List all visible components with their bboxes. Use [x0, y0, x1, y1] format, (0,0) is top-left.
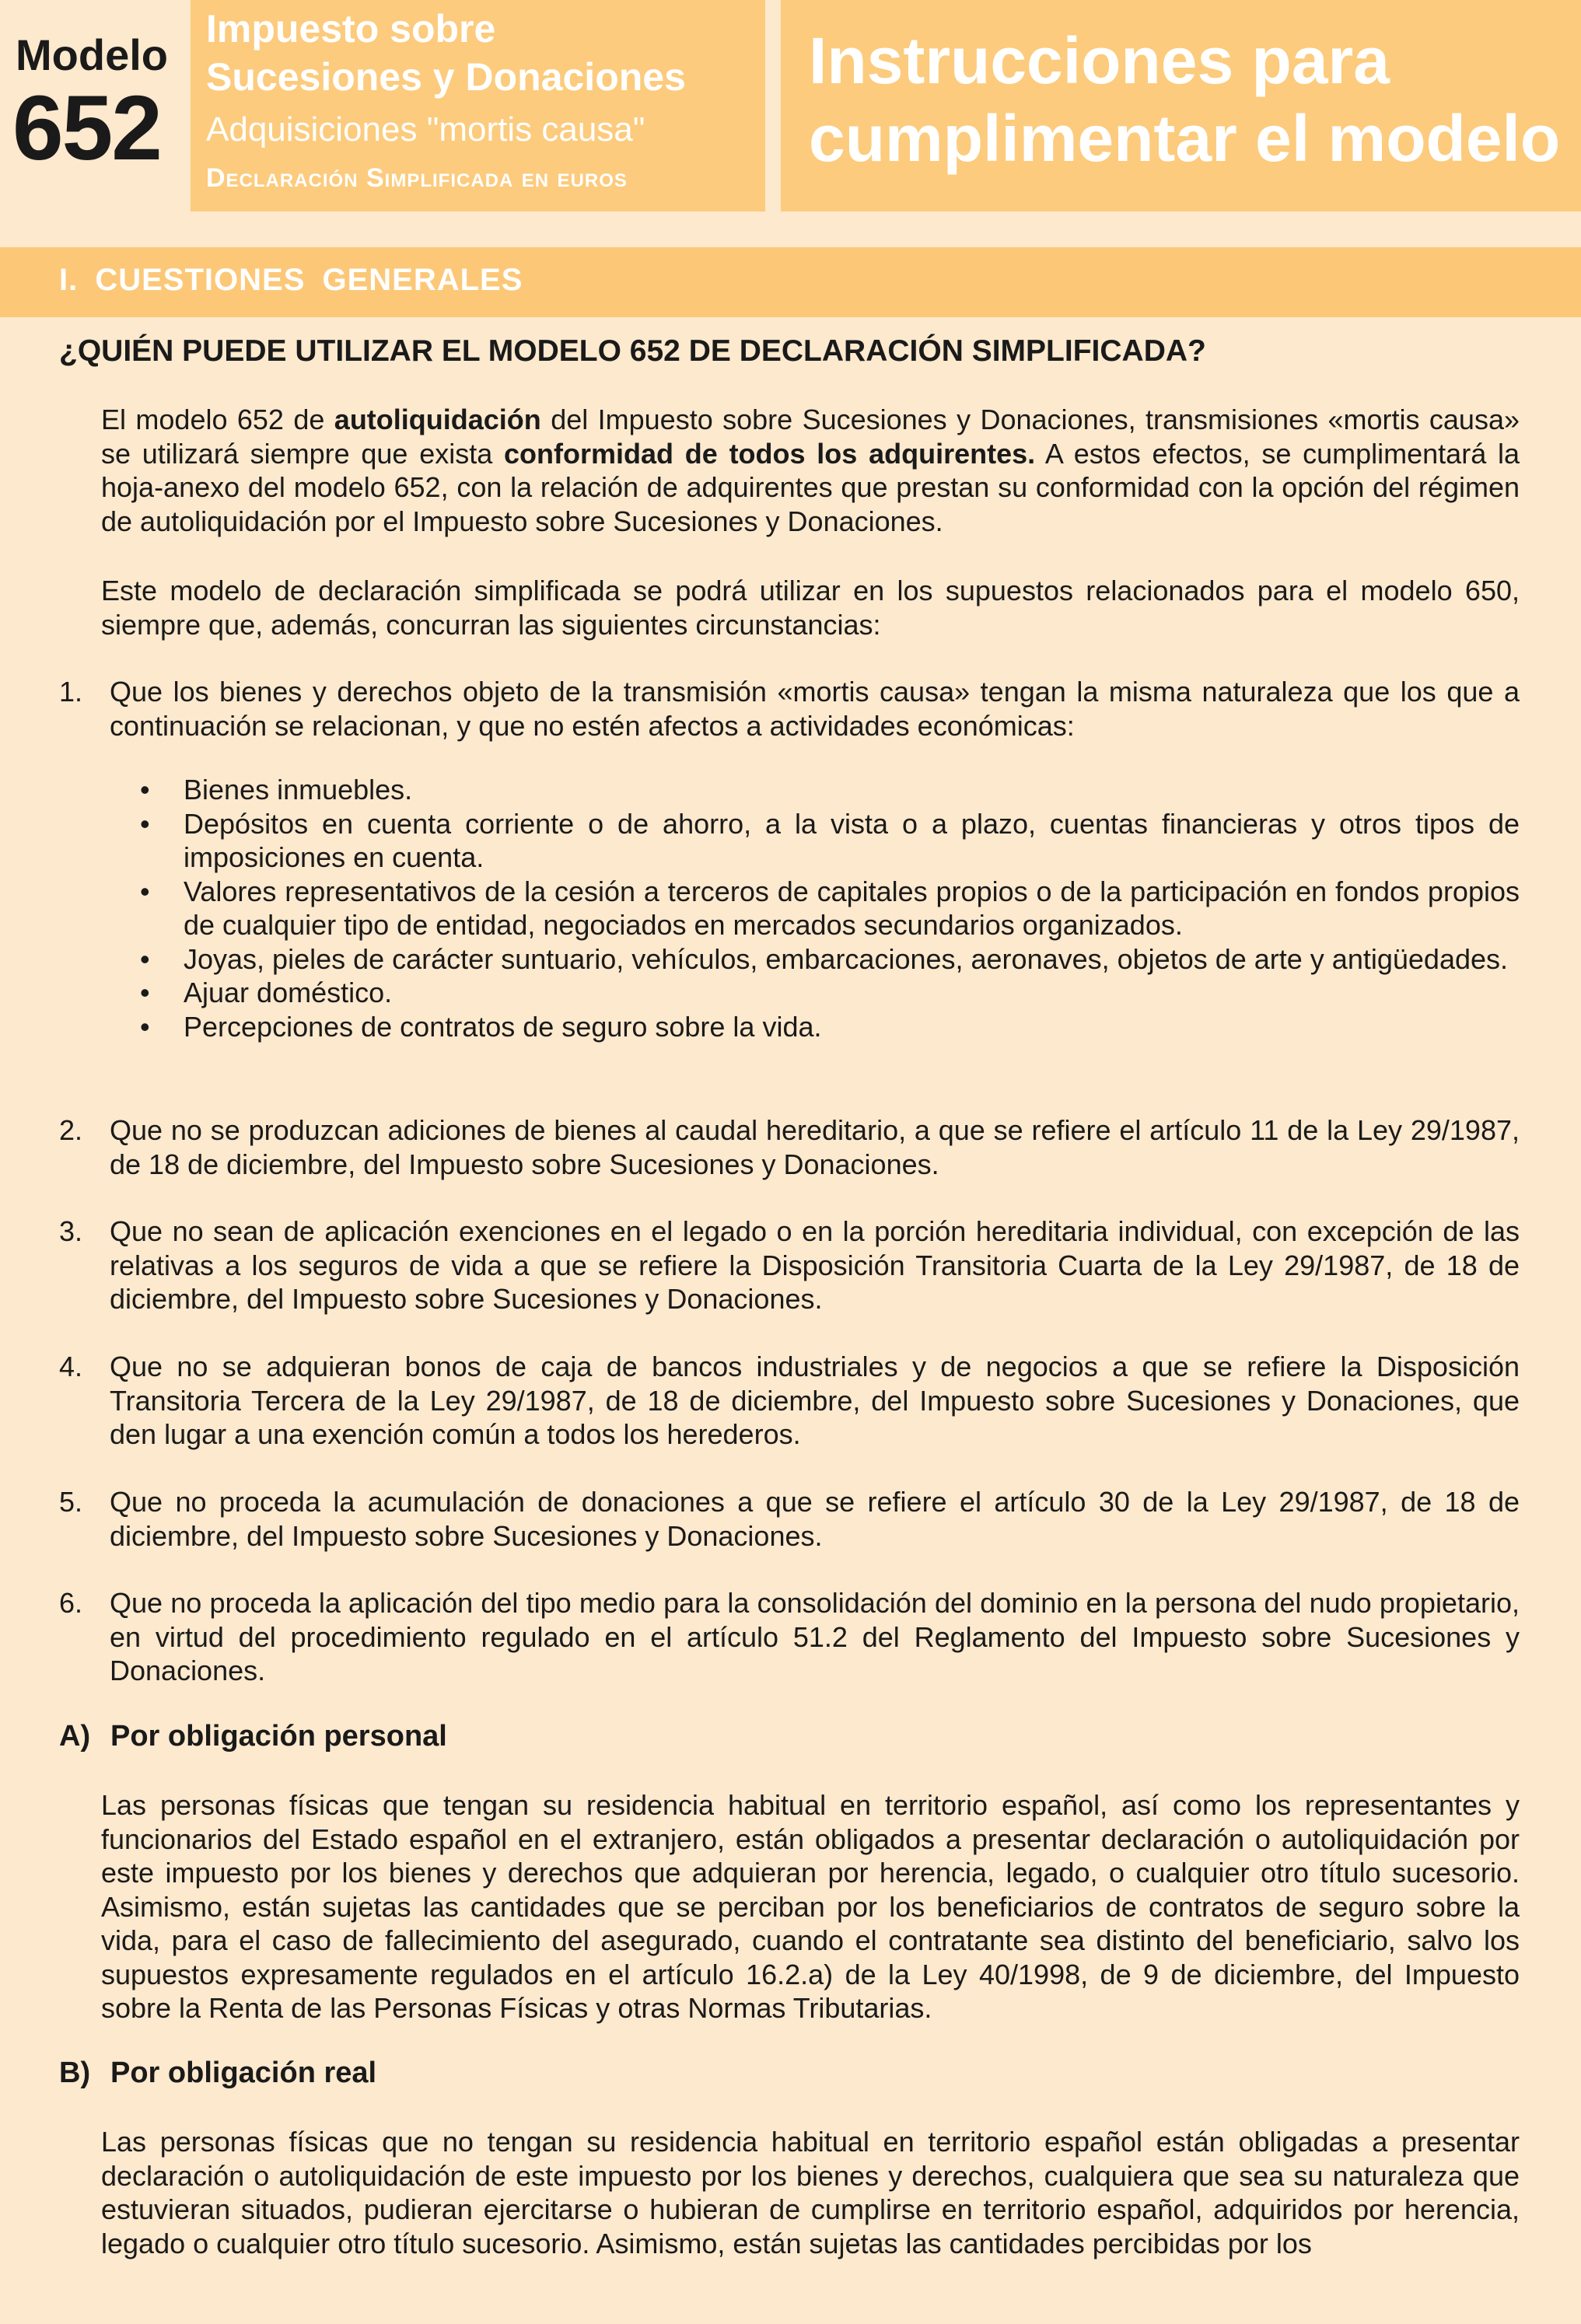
subsection-a-text: Las personas físicas que tengan su residencia habitual en territorio español, así como los representantes y funcionarios del Estado español en el extranjero, están obligados a presentar declaración o autoliquidación por este impuesto por los bienes y derechos que adquieran por herencia, legado, o cualquier otro título sucesorio. Asimismo, están sujetas las cantidades que se perciban por los beneficiarios de contratos de seguro sobre la vida, para el caso de fallecimiento del asegurado, cuando el contratante sea distinto del beneficiario, salvo los supuestos expresamente regulados en el artículo 16.2.a) de la Ley 40/1998, de 9 de diciembre, del Impuesto sobre la Renta de las Personas Físicas y otras Normas Tributarias. [101, 1789, 1520, 2024]
bullet-text: Percepciones de contratos de seguro sobre la vida. [184, 1010, 822, 1043]
condition-number: 5. [59, 1486, 83, 1518]
subsection-title: Por obligación real [110, 2057, 377, 2089]
subsection-heading-a [59, 1720, 447, 1753]
tax-title [206, 5, 686, 101]
bullet-text: Depósitos en cuenta corriente o de ahorro, a la vista o a plazo, cuentas financieras y otros tipos de imposiciones en cuenta. [184, 807, 1520, 873]
list-item [140, 773, 1520, 807]
subsection-letter: A) [59, 1720, 91, 1753]
instructions-title-line2: cumplimentar el modelo [809, 102, 1561, 175]
bullet-icon: • [140, 807, 150, 840]
asset-type-list [140, 773, 1520, 1043]
subsection-title: Por obligación personal [110, 1720, 447, 1753]
condition-text: Que no se adquieran bonos de caja de bancos industriales y de negocios a que se refiere la Disposición Transitoria Tercera de la Ley 29/1987, de 18 de diciembre, del Impuesto sobre Sucesiones y Donaciones, que den lugar a una exención común a todos los herederos. [110, 1351, 1520, 1450]
condition-text: Que los bienes y derechos objeto de la transmisión «mortis causa» tengan la misma naturaleza que los que a continuación se relacionan, y que no estén afectos a actividades económicas: [110, 676, 1520, 742]
tax-title-line1: Impuesto sobre [206, 7, 496, 51]
list-item [140, 976, 1520, 1010]
condition-number: 6. [59, 1587, 83, 1619]
list-item [140, 1010, 1520, 1044]
intro-paragraph-1 [101, 403, 1520, 538]
condition-text: Que no se produzcan adiciones de bienes al caudal hereditario, a que se refiere el artículo 11 de la Ley 29/1987, de 18 de diciembre, del Impuesto sobre Sucesiones y Donaciones. [110, 1114, 1520, 1180]
bullet-text: Ajuar doméstico. [184, 977, 393, 1008]
question-heading: ¿QUIÉN PUEDE UTILIZAR EL MODELO 652 DE DECLARACIÓN SIMPLIFICADA? [59, 334, 1206, 368]
model-badge [0, 0, 170, 211]
bullet-text: Joyas, pieles de carácter suntuario, vehículos, embarcaciones, aeronaves, objetos de arte y antigüedades. [184, 942, 1509, 975]
list-item [140, 942, 1520, 977]
bullet-text: Valores representativos de la cesión a terceros de capitales propios o de la participación en fondos propios de cualquier tipo de entidad, negociados en mercados secundarios organizados. [184, 875, 1520, 941]
condition-number: 4. [59, 1351, 83, 1382]
acquisition-type: Adquisiciones "mortis causa" [206, 110, 645, 149]
condition-text: Que no sean de aplicación exenciones en el legado o en la porción hereditaria individual, con excepción de las relativas a los seguros de vida a que se refiere la Disposición Transitoria Cuarta de la Ley 29/1987, de 18 de diciembre, del Impuesto sobre Sucesiones y Donaciones. [110, 1215, 1520, 1315]
bullet-icon: • [140, 1010, 150, 1043]
section-bar [0, 247, 1581, 317]
subsection-b-text: Las personas físicas que no tengan su residencia habitual en territorio español están obligadas a presentar declaración o autoliquidación de este impuesto por los bienes y derechos, cualquiera que sea su naturaleza que estuvieran situados, pudieran ejercitarse o hubieran de cumplirse en territorio español, adquiridos por herencia, legado o cualquier otro título sucesorio. Asimismo, están sujetas las cantidades percibidas por los [101, 2126, 1520, 2259]
list-item [140, 807, 1520, 875]
condition-number: 1. [59, 676, 83, 708]
tax-title-line2: Sucesiones y Donaciones [206, 55, 686, 99]
condition-number: 3. [59, 1215, 83, 1247]
bullet-icon: • [140, 774, 150, 806]
instructions-title-line1: Instrucciones para [809, 24, 1390, 97]
section-label: I. CUESTIONES GENERALES [59, 263, 523, 297]
intro-text: A estos efectos, se cumplimentará la hoja-anexo del modelo 652, con la relación de adquirentes que prestan su conformidad con la opción del régimen de autoliquidación por el Impuesto sobre Sucesiones y Donaciones. [101, 437, 1520, 537]
intro-text: del Impuesto sobre Sucesiones y Donaciones, transmisiones «mortis causa» se utilizará siempre que exista [101, 404, 1520, 470]
condition-number: 2. [59, 1114, 83, 1146]
subsection-letter: B) [59, 2057, 91, 2089]
condition-text: Que no proceda la acumulación de donaciones a que se refiere el artículo 30 de la Ley 29/1987, de 18 de diciembre, del Impuesto sobre Sucesiones y Donaciones. [110, 1486, 1520, 1552]
declaration-type: Declaración Simplificada en euros [206, 163, 628, 193]
tax-title-panel [191, 0, 765, 211]
subsection-heading-b [59, 2057, 376, 2090]
model-number: 652 [12, 77, 161, 180]
bullet-icon: • [140, 942, 150, 975]
bullet-icon: • [140, 875, 150, 907]
intro-text: El modelo 652 de [101, 404, 334, 435]
model-label: Modelo [16, 30, 168, 79]
intro-bold-conformidad: conformidad de todos los adquirentes. [504, 437, 1036, 470]
list-item [140, 875, 1520, 942]
instructions-title [809, 22, 1560, 177]
instructions-title-panel [781, 0, 1581, 211]
bullet-icon: • [140, 977, 150, 1008]
condition-text: Que no proceda la aplicación del tipo medio para la consolidación del dominio en la persona del nudo propietario, en virtud del procedimiento regulado en el artículo 51.2 del Reglamento del Impuesto sobre Sucesiones y Donaciones. [110, 1587, 1520, 1686]
intro-paragraph-2: Este modelo de declaración simplificada se podrá utilizar en los supuestos relacionados para el modelo 650, siempre que, además, concurran las siguientes circunstancias: [101, 575, 1520, 641]
intro-bold-autoliquidacion: autoliquidación [334, 404, 541, 435]
bullet-text: Bienes inmuebles. [184, 774, 413, 806]
